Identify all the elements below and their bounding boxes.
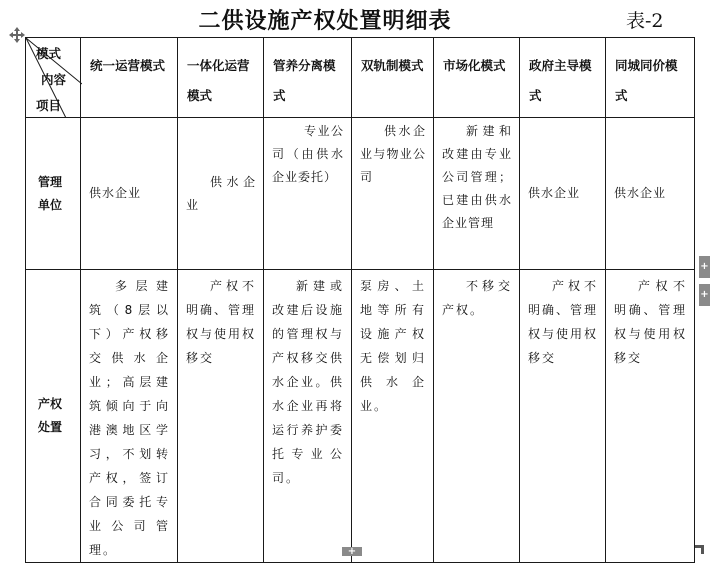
table-cell: 泵房、土地等所有设施产权无偿划归供水企业。 (352, 270, 434, 563)
corner-content-label: 内容 (41, 72, 67, 87)
header-row (26, 38, 695, 118)
column-header: 一体化运营模式 (178, 38, 264, 118)
table-cell: 供水企业 (81, 118, 178, 270)
four-way-arrows-icon[interactable] (9, 27, 25, 43)
row-label-property-disposal: 产权 处置 (26, 270, 81, 563)
column-header: 同城同价模式 (606, 38, 695, 118)
table-cell: 供水企业与物业公司 (352, 118, 434, 270)
row-label-management-unit: 管理 单位 (26, 118, 81, 270)
table-cell: 专业公司（由供水企业委托） (264, 118, 352, 270)
corner-mode-label: 模式 (36, 46, 62, 61)
table-cell: 供水企业 (178, 118, 264, 270)
column-header: 管养分离模式 (264, 38, 352, 118)
table-cell: 供水企业 (606, 118, 695, 270)
table-cell: 产权不明确、管理权与使用权移交 (178, 270, 264, 563)
document-title: 二供设施产权处置明细表 (198, 8, 452, 34)
table-cell: 新建和改建由专业公司管理；已建由供水企业管理 (434, 118, 520, 270)
add-column-button-secondary[interactable]: + (699, 284, 710, 306)
column-header: 统一运营模式 (81, 38, 178, 118)
add-row-button[interactable]: + (342, 547, 362, 556)
table-row (26, 118, 695, 270)
resize-corner-icon[interactable] (695, 545, 704, 554)
table-number: 表-2 (626, 10, 664, 32)
table-cell: 不移交产权。 (434, 270, 520, 563)
corner-item-label: 项目 (36, 98, 62, 113)
table-row (26, 270, 695, 563)
property-detail-table (25, 37, 695, 563)
table-cell: 产权不明确、管理权与使用权移交 (520, 270, 606, 563)
add-column-button[interactable]: + (699, 256, 710, 278)
column-header: 双轨制模式 (352, 38, 434, 118)
table-cell: 供水企业 (520, 118, 606, 270)
column-header: 政府主导模式 (520, 38, 606, 118)
corner-header-cell (26, 38, 81, 118)
table-cell: 产权不明确、管理权与使用权移交 (606, 270, 695, 563)
table-cell: 多层建筑（8层以下）产权移交供水企业；高层建筑倾向于向港澳地区学习，不划转产权，签订合同委托专业公司管理。 (81, 270, 178, 563)
column-header: 市场化模式 (434, 38, 520, 118)
table-cell: 新建或改建后设施的管理权与产权移交供水企业。供水企业再将运行养护委托专业公司。 (264, 270, 352, 563)
